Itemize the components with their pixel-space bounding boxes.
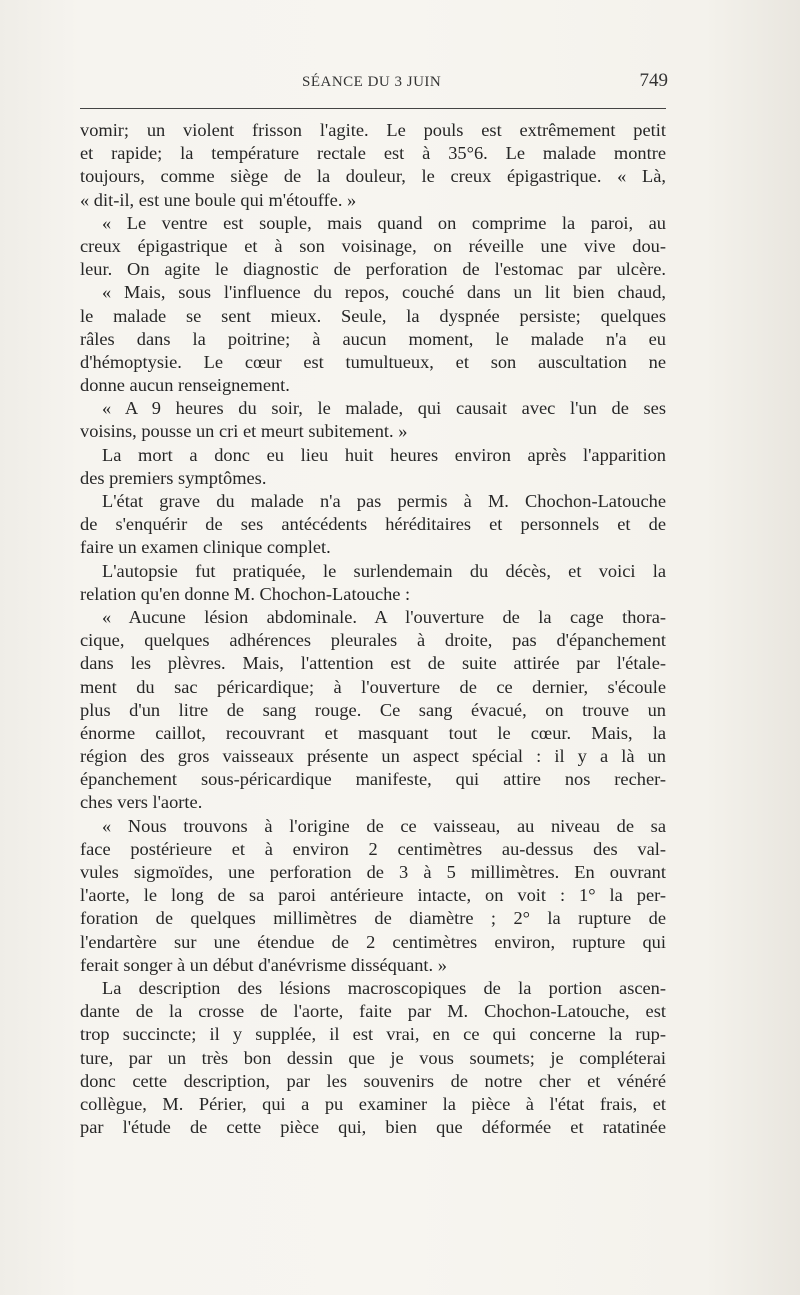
text-line: vules sigmoïdes, une perforation de 3 à 5 millimètres. En ouvrant [80, 862, 666, 882]
running-head: SÉANCE DU 3 JUIN [302, 74, 442, 90]
text-line: cique, quelques adhérences pleurales à droite, pas d'épanchement [80, 630, 666, 651]
text-line: donne aucun renseignement. [80, 375, 290, 396]
text-line: La mort a donc eu lieu huit heures environ après l'apparition [102, 444, 666, 465]
text-line: L'autopsie fut pratiquée, le surlendemain du décès, et voici la [102, 560, 666, 581]
text-line: « A 9 heures du soir, le malade, qui causait avec l'un de ses [102, 398, 666, 419]
text-line: faire un examen clinique complet. [80, 537, 331, 558]
text-line: « Le ventre est souple, mais quand on comprime la paroi, au [102, 212, 666, 233]
text-line: collègue, M. Périer, qui a pu examiner la pièce à l'état frais, et [80, 1093, 666, 1114]
text-line: de s'enquérir de ses antécédents héréditaires et personnels et de [80, 514, 666, 535]
text-line: d'hémoptysie. Le cœur est tumultueux, et son auscultation ne [80, 351, 666, 372]
text-line: donc cette description, par les souvenirs de notre cher et vénéré [80, 1070, 666, 1091]
text-line: et rapide; la température rectale est à 35°6. Le malade montre [80, 143, 666, 164]
text-line: dante de la crosse de l'aorte, faite par M. Chochon-Latouche, est [80, 1001, 666, 1022]
text-line: vomir; un violent frisson l'agite. Le pouls est extrêmement petit [80, 120, 666, 140]
text-line: relation qu'en donne M. Chochon-Latouche : [80, 583, 411, 604]
text-line: ment du sac péricardique; à l'ouverture de ce dernier, s'écoule [80, 676, 666, 697]
body-text [80, 119, 666, 1139]
text-line: toujours, comme siège de la douleur, le creux épigastrique. « Là, [80, 166, 666, 187]
text-line: ches vers l'aorte. [80, 792, 203, 813]
text-line: « Nous trouvons à l'origine de ce vaisseau, au niveau de sa [102, 815, 666, 836]
text-line: le malade se sent mieux. Seule, la dyspnée persiste; quelques [80, 305, 666, 326]
text-line: « dit-il, est une boule qui m'étouffe. » [80, 189, 357, 210]
text-line: foration de quelques millimètres de diamètre ; 2° la rupture de [80, 908, 666, 929]
text-line: par l'étude de cette pièce qui, bien que déformée et ratatinée [80, 1117, 666, 1138]
text-line: ferait songer à un début d'anévrisme disséquant. » [80, 954, 447, 975]
text-line: trop succincte; il y supplée, il est vrai, en ce qui concerne la rup- [80, 1024, 666, 1045]
page-header [80, 72, 668, 98]
text-line: « Aucune lésion abdominale. A l'ouverture de la cage thora- [102, 606, 666, 627]
text-line: « Mais, sous l'influence du repos, couché dans un lit bien chaud, [102, 282, 666, 303]
text-line: épanchement sous-péricardique manifeste, qui attire nos recher- [80, 769, 666, 790]
text-line: leur. On agite le diagnostic de perforation de l'estomac par ulcère. [80, 259, 666, 280]
text-line: région des gros vaisseaux présente un aspect spécial : il y a là un [80, 746, 666, 767]
header-rule [80, 108, 666, 109]
text-line: des premiers symptômes. [80, 467, 267, 488]
text-line: L'état grave du malade n'a pas permis à M. Chochon-Latouche [102, 491, 666, 511]
text-line: dans les plèvres. Mais, l'attention est de suite attirée par l'étale- [80, 653, 666, 674]
text-line: plus d'un litre de sang rouge. Ce sang évacué, on trouve un [80, 699, 666, 720]
text-line: l'aorte, le long de sa paroi antérieure intacte, on voit : 1° la per- [80, 885, 666, 906]
text-line: râles dans la poitrine; à aucun moment, le malade n'a eu [80, 328, 666, 349]
text-line: ture, par un très bon dessin que je vous soumets; je compléterai [80, 1047, 666, 1068]
text-line: La description des lésions macroscopiques de la portion ascen- [102, 977, 666, 998]
text-line: voisins, pousse un cri et meurt subitement. » [80, 421, 408, 442]
text-line: énorme caillot, recouvrant et masquant tout le cœur. Mais, la [80, 722, 666, 743]
text-line: face postérieure et à environ 2 centimètres au-dessus des val- [80, 838, 666, 859]
page-number: 749 [639, 70, 668, 91]
text-line: creux épigastrique et à son voisinage, on réveille une vive dou- [80, 235, 666, 256]
text-line: l'endartère sur une étendue de 2 centimètres environ, rupture qui [80, 931, 666, 952]
